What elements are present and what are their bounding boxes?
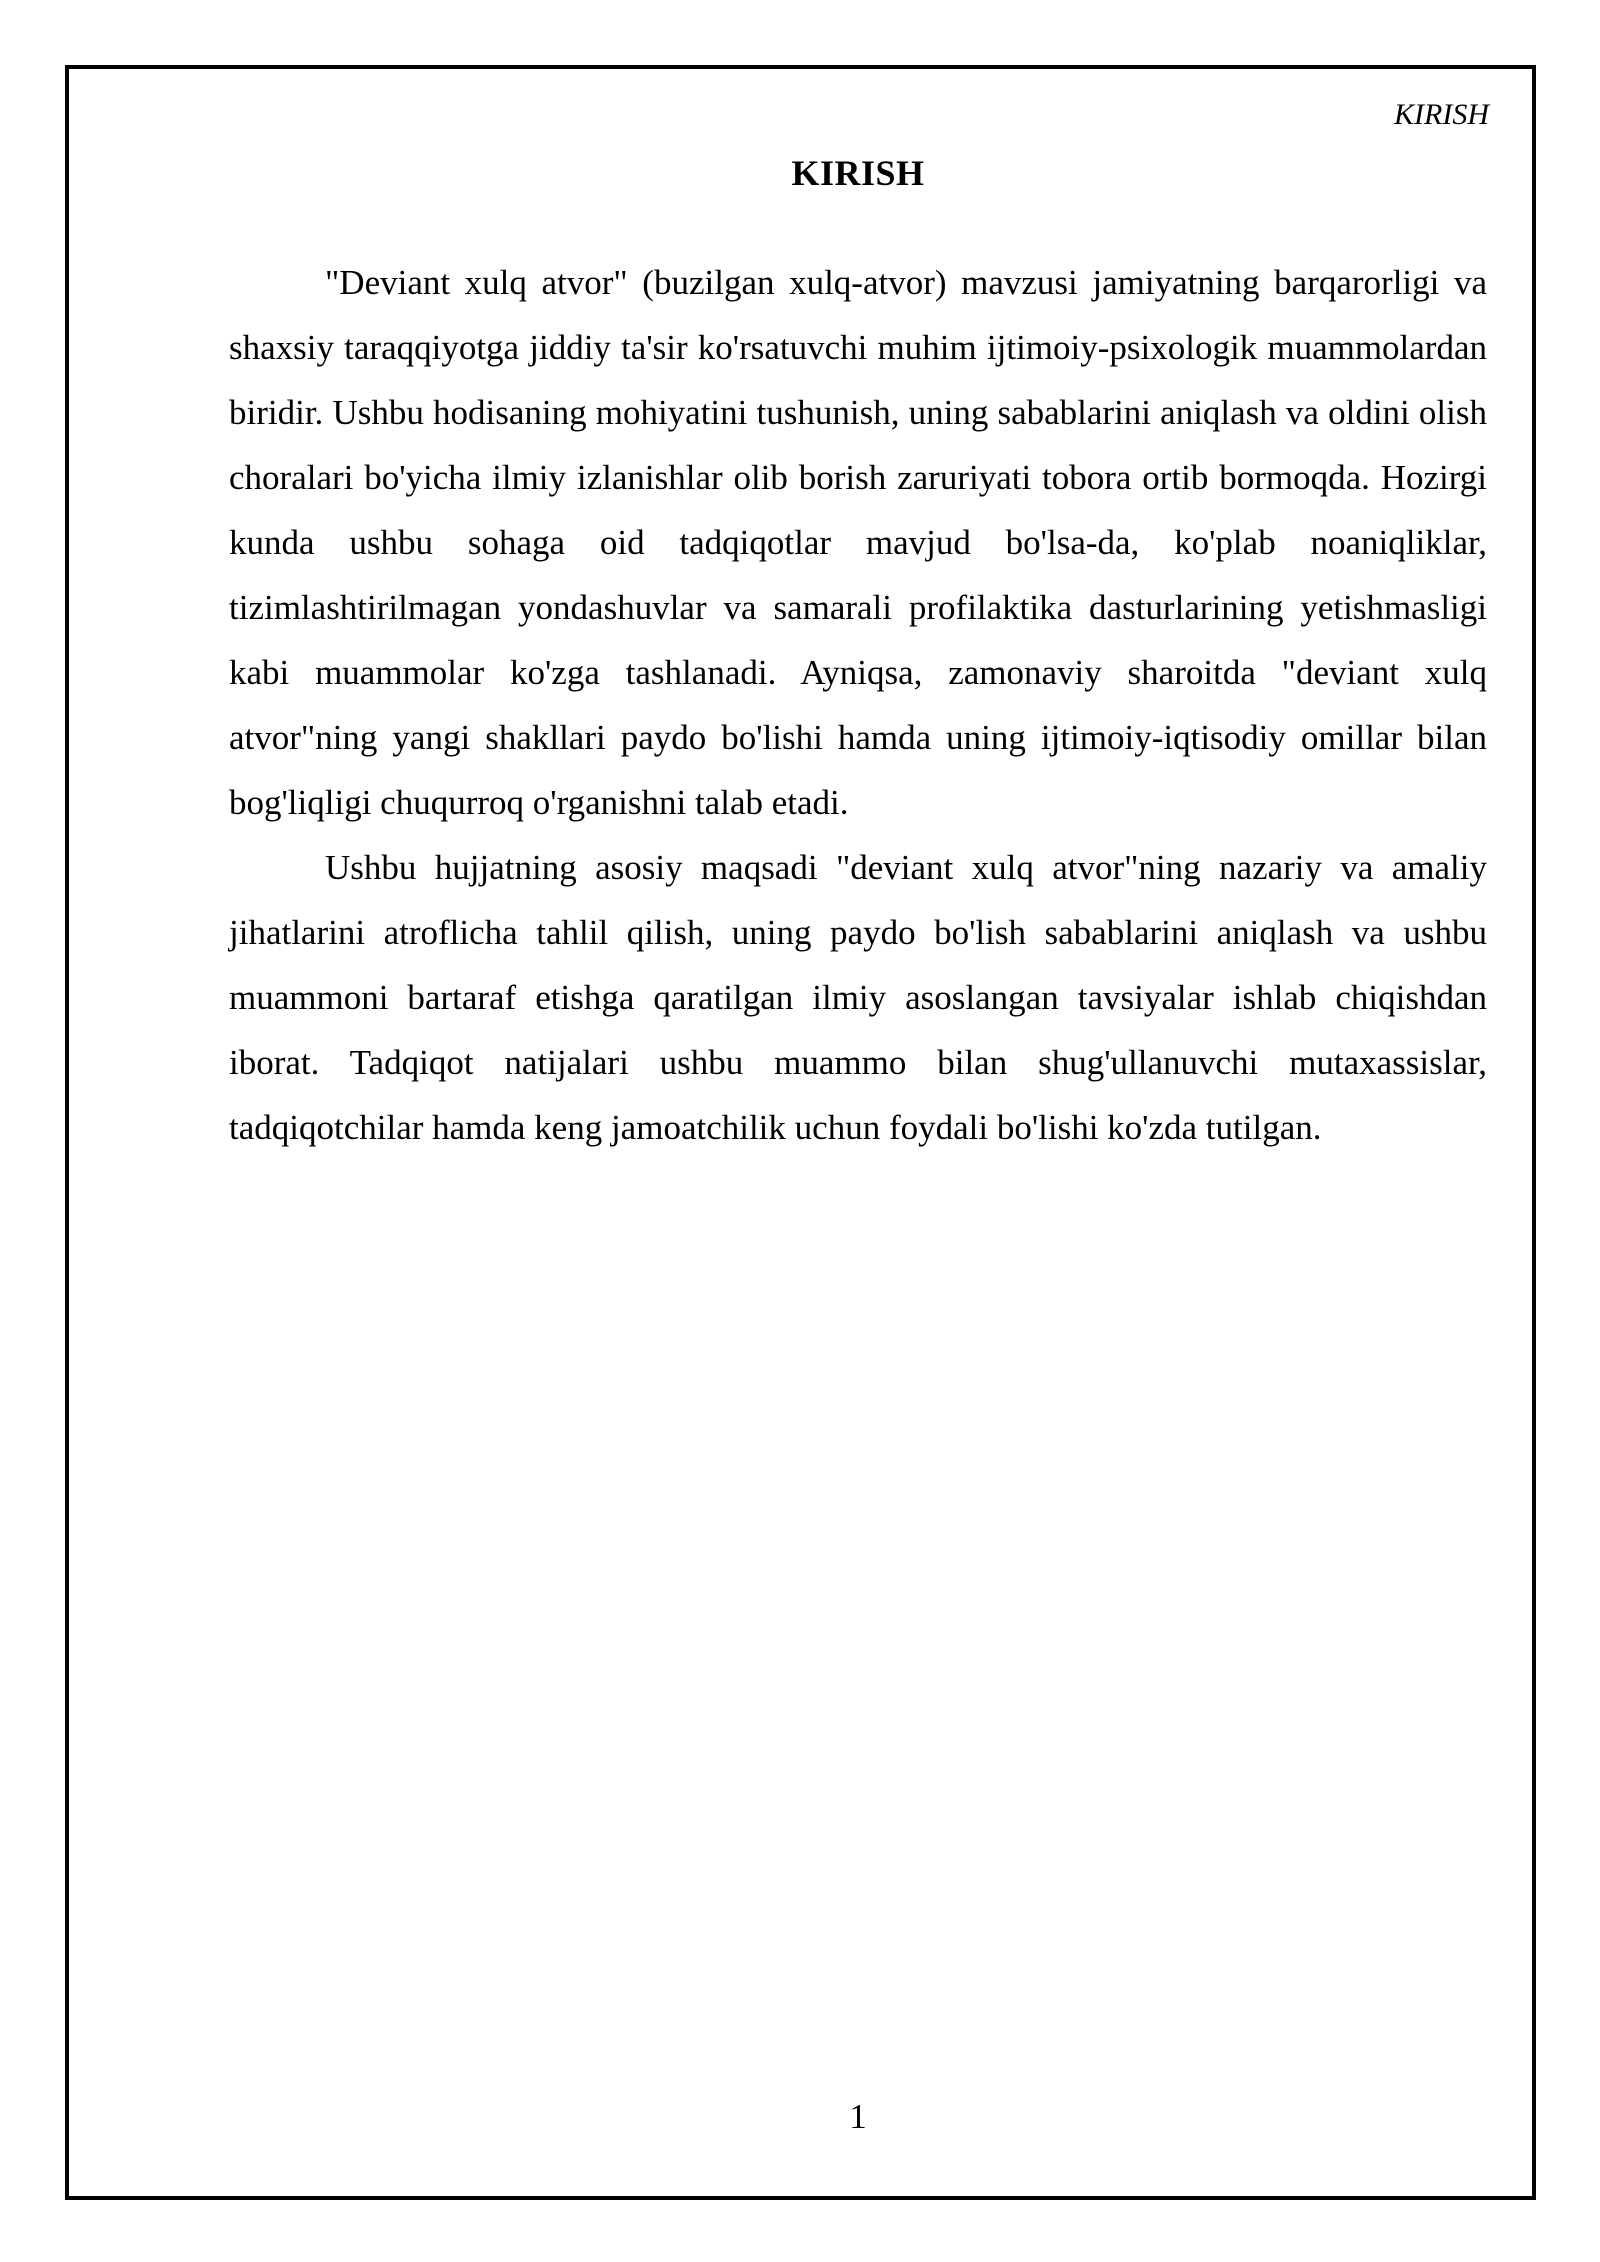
paragraph: "Deviant xulq atvor" (buzilgan xulq-atvor) mavzusi jamiyatning barqarorligi va shaxsiy taraqqiyotga jiddiy ta'sir ko'rsatuvchi muhim ijtimoiy-psixologik muammolardan biridir. Ushbu hodisaning mohiyatini tushunish, uning sabablarini aniqlash va oldini olish choralari bo'yicha ilmiy izlanishlar olib borish zaruriyati tobora ortib bormoqda. Hozirgi kunda ushbu sohaga oid tadqiqotlar mavjud bo'lsa-da, ko'plab noaniqliklar, tizimlashtirilmagan yondashuvlar va samarali profilaktika dasturlarining yetishmasligi kabi muammolar ko'zga tashlanadi. Ayniqsa, zamonaviy sharoitda "deviant xulq atvor"ning yangi shakllari paydo bo'lishi hamda uning ijtimoiy-iqtisodiy omillar bilan bog'liqligi chuqurroq o'rganishni talab etadi. xyxy=(229,263,1487,822)
document-body xyxy=(229,250,1487,1160)
page-number: 1 xyxy=(849,2097,867,2136)
running-header: KIRISH xyxy=(1394,98,1489,131)
paragraph: Ushbu hujjatning asosiy maqsadi "deviant xulq atvor"ning nazariy va amaliy jihatlarini atroflicha tahlil qilish, uning paydo bo'lish sabablarini aniqlash va ushbu muammoni bartaraf etishga qaratilgan ilmiy asoslangan tavsiyalar ishlab chiqishdan iborat. Tadqiqot natijalari ushbu muammo bilan shug'ullanuvchi mutaxassislar, tadqiqotchilar hamda keng jamoatchilik uchun foydali bo'lishi ko'zda tutilgan. xyxy=(229,848,1487,1147)
page-title: KIRISH xyxy=(791,153,925,193)
